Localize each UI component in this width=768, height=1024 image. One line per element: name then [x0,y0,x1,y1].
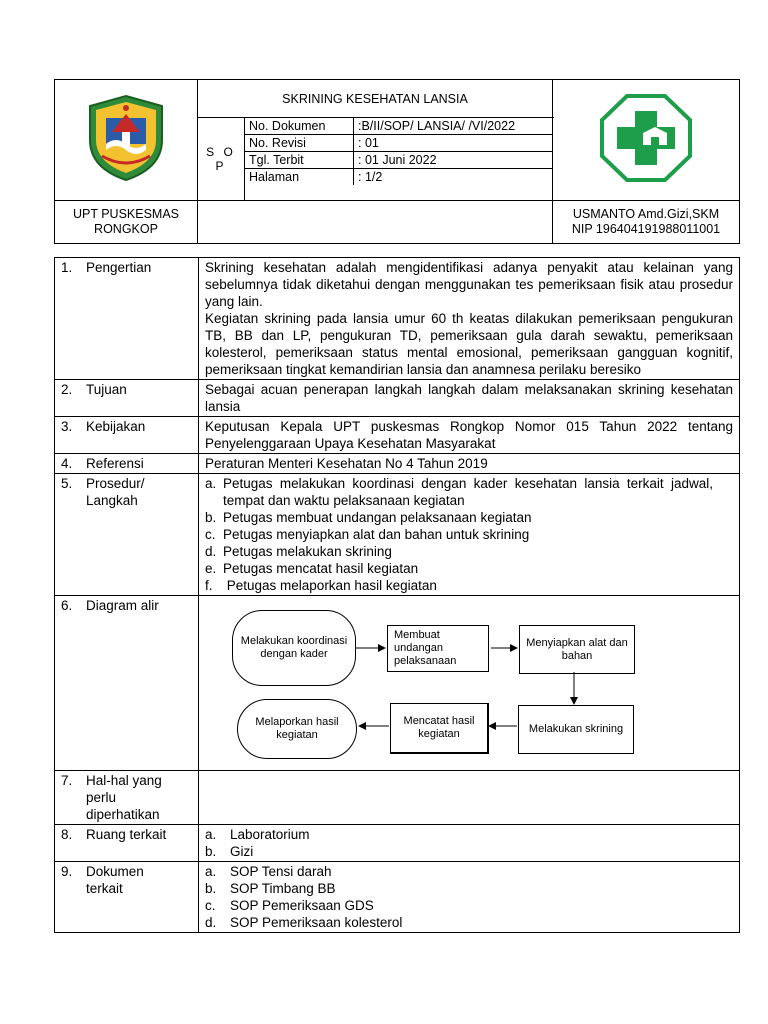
list-marker: b. [205,844,217,859]
list-text: Petugas membuat undangan pelaksanaan kegiatan [223,510,532,525]
list-marker: a. [205,827,217,842]
org-name [55,201,198,244]
row-label: Ruang terkait [86,827,167,842]
list-marker: e. [205,561,217,576]
right-logo-cell [553,80,740,201]
paragraph: Skrining kesehatan adalah mengidentifikasi adanya penyakit atau kelainan yang sebelumnya tidak diketahui dengan menggunakan tes pemeriksaan fisik atau prosedur yang lain. [205,260,733,309]
row-pengertian [55,258,740,380]
list-marker: f. [205,578,213,593]
document-title: SKRINING KESEHATAN LANSIA [198,80,553,118]
list-item [205,526,733,543]
row-label: Hal-hal yang perlu diperhatikan [86,773,162,822]
meta-row [245,118,552,135]
flow-node-melaporkan: Melaporkan hasil kegiatan [237,699,357,759]
content-cell [199,862,740,933]
row-referensi [55,454,740,474]
meta-value: : 01 [354,135,553,152]
signer-name: USMANTO Amd.Gizi,SKM [572,207,720,221]
content-cell [199,474,740,596]
list-text: Gizi [230,844,254,859]
list-text: Petugas melakukan koordinasi dengan kader kesehatan lansia terkait jadwal, tempat dan waktu pelaksanaan kegiatan [223,476,713,508]
row-number: 3. [61,419,73,434]
row-number: 2. [61,382,73,397]
list-item [205,543,733,560]
puskesmas-cross-logo [599,93,693,183]
list-text: Petugas melaporkan hasil kegiatan [223,578,437,593]
row-label: Pengertian [86,260,152,275]
meta-row [245,169,552,186]
row-tujuan [55,380,740,417]
label-cell [55,771,199,825]
meta-value: : 01 Juni 2022 [354,152,553,169]
label-cell [55,417,199,454]
flow-node-menyiapkan: Menyiapkan alat dan bahan [519,625,635,674]
list-text: SOP Pemeriksaan kolesterol [230,915,403,930]
blank-footer-cell [198,201,553,244]
list-item [205,880,733,897]
row-number: 8. [61,827,73,842]
list-marker: c. [205,527,216,542]
row-label: Referensi [86,456,144,471]
meta-key: Tgl. Terbit [245,152,354,169]
row-number: 6. [61,598,73,613]
meta-row [245,135,552,152]
content-cell: Peraturan Menteri Kesehatan No 4 Tahun 2019 [199,454,740,474]
label-cell [55,596,199,771]
row-diagram [55,596,740,771]
list-item [205,843,733,860]
list-item [205,475,733,509]
row-number: 9. [61,864,73,879]
list-item [205,509,733,526]
label-cell [55,258,199,380]
left-logo-cell [55,80,198,201]
list-text: SOP Pemeriksaan GDS [230,898,374,913]
list-item [205,577,733,594]
meta-key: No. Dokumen [245,118,354,135]
flow-node-mencatat: Mencatat hasil kegiatan [390,703,489,754]
meta-row [245,152,552,169]
row-dokumen [55,862,740,933]
row-number: 7. [61,773,73,788]
row-label: Tujuan [86,382,127,397]
list-text: Petugas melakukan skrining [223,544,392,559]
list-text: SOP Timbang BB [230,881,336,896]
sop-label: S O P [198,118,245,201]
content-cell: Keputusan Kepala UPT puskesmas Rongkop Nomor 015 Tahun 2022 tentang Penyelenggaraan Upaya Kesehatan Masyarakat [199,417,740,454]
row-number: 1. [61,260,73,275]
list-item [205,560,733,577]
meta-table [245,118,552,185]
meta-key: Halaman [245,169,354,186]
row-kebijakan [55,417,740,454]
row-label: Prosedur/ Langkah [86,476,145,508]
label-cell [55,474,199,596]
row-label: Diagram alir [86,598,159,613]
flow-node-skrining: Melakukan skrining [518,705,634,754]
meta-value: :B/II/SOP/ LANSIA/ /VI/2022 [354,118,553,135]
list-marker: a. [205,476,217,491]
row-prosedur [55,474,740,596]
content-cell [199,825,740,862]
list-item [205,826,733,843]
meta-value: : 1/2 [358,170,383,184]
header-table [54,79,740,244]
meta-key: No. Revisi [245,135,354,152]
row-label: Dokumen terkait [86,864,144,896]
list-marker: a. [205,864,217,879]
flow-node-koordinasi: Melakukan koordinasi dengan kader [232,610,356,686]
list-item [205,897,733,914]
content-cell [199,258,740,380]
row-ruang [55,825,740,862]
list-text: Laboratorium [230,827,310,842]
row-hal [55,771,740,825]
flow-node-undangan: Membuat undangan pelaksanaan [387,625,489,672]
list-marker: b. [205,510,217,525]
content-table [54,257,740,933]
list-item [205,914,733,931]
meta-cell [245,118,553,201]
label-cell [55,454,199,474]
signer-nip: NIP 196404191988011001 [571,222,721,236]
list-text: SOP Tensi darah [230,864,332,879]
list-text: Petugas mencatat hasil kegiatan [223,561,419,576]
label-cell [55,825,199,862]
flowchart-cell [199,596,740,771]
label-cell [55,862,199,933]
regency-crest-logo [82,92,170,184]
content-cell: Sebagai acuan penerapan langkah langkah dalam melaksanakan skrining kesehatan lansia [199,380,740,417]
org-line-1: UPT PUSKESMAS [72,207,180,221]
list-item [205,863,733,880]
paragraph: Kegiatan skrining pada lansia umur 60 th keatas dilakukan pemeriksaan pengukuran TB, BB dan LP, pengukuran TD, pemeriksaan gula darah sewaktu, pemeriksaan kolesterol, pemeriksaan status mental emosional, pemeriksaan gangguan kognitif, pemeriksaan tingkat kemandirian lansia dan anamnesa perilaku beresiko [205,311,733,377]
list-marker: c. [205,898,216,913]
row-label: Kebijakan [86,419,146,434]
flowchart [199,596,739,770]
row-number: 4. [61,456,73,471]
label-cell [55,380,199,417]
org-line-2: RONGKOP [94,222,158,236]
row-number: 5. [61,476,73,491]
list-marker: b. [205,881,217,896]
content-cell [199,771,740,825]
list-marker: d. [205,544,217,559]
list-text: Petugas menyiapkan alat dan bahan untuk skrining [223,527,530,542]
signer-block [553,201,740,244]
list-marker: d. [205,915,217,930]
